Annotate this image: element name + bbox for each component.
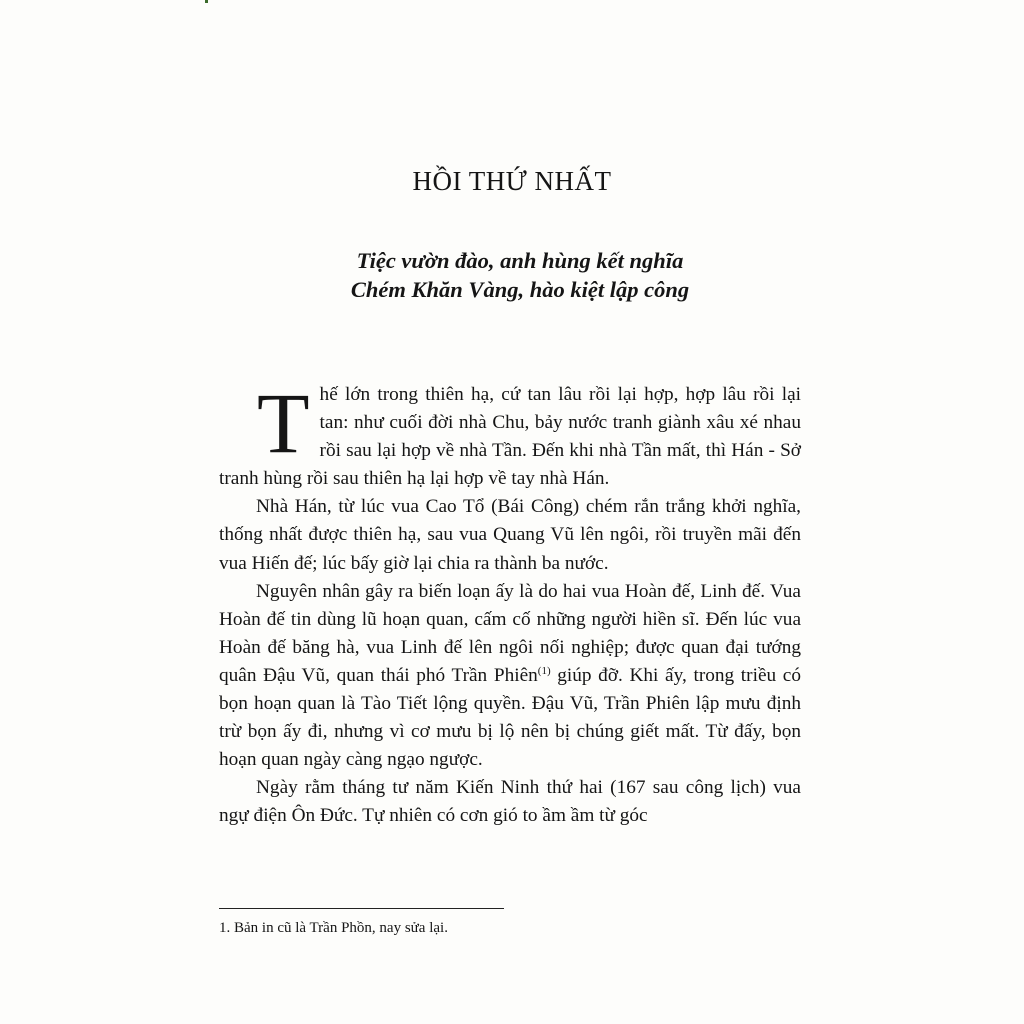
paragraph-1 — [219, 375, 801, 493]
paragraph-3 — [219, 578, 801, 775]
paragraph-3-text-b: giúp đỡ. Khi ấy, trong triều có bọn hoạn quan là Tào Tiết lộng quyền. Đậu Vũ, Trần Phiên lập mưu định trừ bọn ấy đi, nhưng vì cơ mưu bị lộ nên bị chúng giết mất. Từ đấy, bọn hoạn quan ngày càng ngạo ngược. — [219, 664, 801, 771]
paragraph-1-text: hế lớn trong thiên hạ, cứ tan lâu rồi lại hợp, hợp lâu rồi lại tan: như cuối đời nhà Chu, bảy nước tranh giành xâu xé nhau rồi sau lại hợp về nhà Tần. Đến khi nhà Tần mất, thì Hán - Sở tranh hùng rồi sau thiên hạ lại hợp về tay nhà Hán. — [219, 384, 801, 490]
footnote: 1. Bản in cũ là Trần Phồn, nay sửa lại. — [219, 920, 448, 936]
paragraph-2: Nhà Hán, từ lúc vua Cao Tổ (Bái Công) chém rắn trắng khởi nghĩa, thống nhất được thiên hạ, sau vua Quang Vũ lên ngôi, rồi truyền mãi đến vua Hiến đế; lúc bấy giờ lại chia ra thành ba nước. — [219, 496, 801, 574]
chapter-subtitle-line-1: Tiệc vườn đào, anh hùng kết nghĩa — [356, 248, 684, 273]
paragraph-4: Ngày rằm tháng tư năm Kiến Ninh thứ hai (167 sau công lịch) vua ngự điện Ôn Đức. Tự nhiên có cơn gió to ầm ầm từ góc — [219, 777, 801, 827]
body-text — [219, 375, 801, 831]
chapter-title: HỒI THỨ NHẤT — [412, 166, 612, 196]
drop-cap: T — [257, 375, 310, 471]
scan-artifact — [205, 0, 208, 3]
footnote-reference: (1) — [537, 664, 551, 677]
chapter-subtitle-line-2: Chém Khăn Vàng, hào kiệt lập công — [350, 277, 690, 302]
paragraph-3-text-a: Nguyên nhân gây ra biến loạn ấy là do hai vua Hoàn đế, Linh đế. Vua Hoàn đế tin dùng lũ hoạn quan, cấm cố những người hiền sĩ. Đến lúc vua Hoàn đế băng hà, vua Linh đế lên ngôi nối nghiệp; được quan đại tướng quân Đậu Vũ, quan thái phó Trần Phiên — [219, 580, 801, 686]
footnote-divider — [219, 908, 504, 909]
